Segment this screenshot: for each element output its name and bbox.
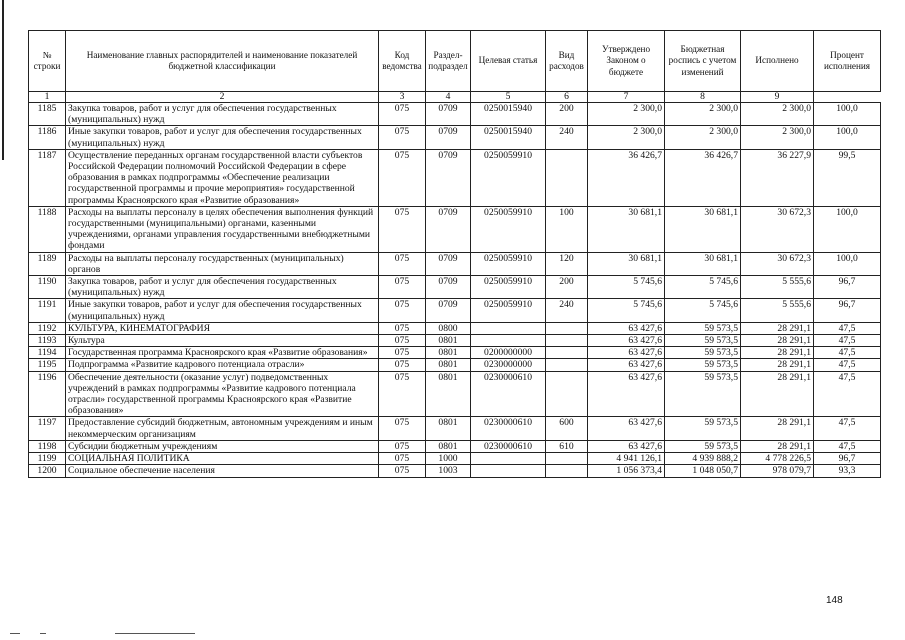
target-article xyxy=(471,453,546,465)
schedule-amount: 4 939 888,2 xyxy=(665,453,741,465)
row-number: 1193 xyxy=(29,335,66,347)
row-number: 1197 xyxy=(29,417,66,440)
row-number: 1191 xyxy=(29,299,66,322)
budget-execution-table xyxy=(28,30,881,478)
section-code: 0800 xyxy=(426,322,471,334)
row-number: 1190 xyxy=(29,276,66,299)
table-row xyxy=(29,126,881,149)
row-number: 1189 xyxy=(29,252,66,275)
header-department-code: Код ведомства xyxy=(379,31,426,92)
execution-percent: 47,5 xyxy=(814,322,881,334)
header-row-number: № строки xyxy=(29,31,66,92)
column-number: 6 xyxy=(546,92,588,103)
column-number: 4 xyxy=(426,92,471,103)
schedule-amount: 59 573,5 xyxy=(665,347,741,359)
table-row xyxy=(29,149,881,206)
row-number: 1199 xyxy=(29,453,66,465)
execution-percent: 47,5 xyxy=(814,359,881,371)
executed-amount: 30 672,3 xyxy=(741,206,814,252)
expense-type xyxy=(546,465,588,477)
department-code: 075 xyxy=(379,206,426,252)
execution-percent: 96,7 xyxy=(814,453,881,465)
row-number: 1187 xyxy=(29,149,66,206)
schedule-amount: 5 745,6 xyxy=(665,299,741,322)
table-row xyxy=(29,252,881,275)
executed-amount: 28 291,1 xyxy=(741,440,814,452)
expense-type xyxy=(546,322,588,334)
row-name: Закупка товаров, работ и услуг для обеспечения государственных (муниципальных) нужд xyxy=(66,276,379,299)
executed-amount: 36 227,9 xyxy=(741,149,814,206)
header-expense-type: Вид расходов xyxy=(546,31,588,92)
row-name: Социальное обеспечение населения xyxy=(66,465,379,477)
executed-amount: 28 291,1 xyxy=(741,335,814,347)
department-code: 075 xyxy=(379,252,426,275)
department-code: 075 xyxy=(379,371,426,417)
executed-amount: 2 300,0 xyxy=(741,103,814,126)
department-code: 075 xyxy=(379,440,426,452)
target-article: 0250015940 xyxy=(471,103,546,126)
approved-amount: 63 427,6 xyxy=(588,347,665,359)
expense-type: 600 xyxy=(546,417,588,440)
row-name: Подпрограмма «Развитие кадрового потенциала отрасли» xyxy=(66,359,379,371)
section-code: 0801 xyxy=(426,359,471,371)
executed-amount: 2 300,0 xyxy=(741,126,814,149)
header-executed: Исполнено xyxy=(741,31,814,92)
section-code: 0709 xyxy=(426,149,471,206)
row-name: КУЛЬТУРА, КИНЕМАТОГРАФИЯ xyxy=(66,322,379,334)
executed-amount: 30 672,3 xyxy=(741,252,814,275)
executed-amount: 5 555,6 xyxy=(741,299,814,322)
row-number: 1192 xyxy=(29,322,66,334)
target-article: 0250015940 xyxy=(471,126,546,149)
row-name: Обеспечение деятельности (оказание услуг) подведомственных учреждений в рамках подпрограммы «Развитие кадрового потенциала отрасли» государственной программы Красноярского края «Развитие образования» xyxy=(66,371,379,417)
approved-amount: 63 427,6 xyxy=(588,417,665,440)
expense-type: 610 xyxy=(546,440,588,452)
column-number: 2 xyxy=(66,92,379,103)
executed-amount: 5 555,6 xyxy=(741,276,814,299)
approved-amount: 63 427,6 xyxy=(588,335,665,347)
row-name: Субсидии бюджетным учреждениям xyxy=(66,440,379,452)
header-target-article: Целевая статья xyxy=(471,31,546,92)
schedule-amount: 36 426,7 xyxy=(665,149,741,206)
approved-amount: 36 426,7 xyxy=(588,149,665,206)
approved-amount: 63 427,6 xyxy=(588,371,665,417)
expense-type xyxy=(546,453,588,465)
table-row xyxy=(29,276,881,299)
approved-amount: 1 056 373,4 xyxy=(588,465,665,477)
row-name: Иные закупки товаров, работ и услуг для обеспечения государственных (муниципальных) нужд xyxy=(66,126,379,149)
table-row xyxy=(29,465,881,477)
execution-percent: 47,5 xyxy=(814,347,881,359)
header-name: Наименование главных распорядителей и наименование показателей бюджетной классификации xyxy=(66,31,379,92)
row-name: Иные закупки товаров, работ и услуг для обеспечения государственных (муниципальных) нужд xyxy=(66,299,379,322)
schedule-amount: 59 573,5 xyxy=(665,371,741,417)
executed-amount: 28 291,1 xyxy=(741,359,814,371)
approved-amount: 5 745,6 xyxy=(588,299,665,322)
row-number: 1188 xyxy=(29,206,66,252)
row-number: 1186 xyxy=(29,126,66,149)
target-article: 0230000000 xyxy=(471,359,546,371)
table-row xyxy=(29,453,881,465)
row-name: Расходы на выплаты персоналу государственных (муниципальных) органов xyxy=(66,252,379,275)
header-approved: Утверждено Законом о бюджете xyxy=(588,31,665,92)
department-code: 075 xyxy=(379,465,426,477)
execution-percent: 99,5 xyxy=(814,149,881,206)
execution-percent: 96,7 xyxy=(814,276,881,299)
row-number: 1198 xyxy=(29,440,66,452)
table-row xyxy=(29,103,881,126)
section-code: 0801 xyxy=(426,347,471,359)
approved-amount: 63 427,6 xyxy=(588,359,665,371)
target-article: 0230000610 xyxy=(471,417,546,440)
department-code: 075 xyxy=(379,347,426,359)
approved-amount: 5 745,6 xyxy=(588,276,665,299)
table-row xyxy=(29,347,881,359)
section-code: 0709 xyxy=(426,252,471,275)
expense-type: 100 xyxy=(546,206,588,252)
executed-amount: 28 291,1 xyxy=(741,371,814,417)
department-code: 075 xyxy=(379,335,426,347)
table-row xyxy=(29,206,881,252)
execution-percent: 47,5 xyxy=(814,440,881,452)
table-row xyxy=(29,299,881,322)
executed-amount: 4 778 226,5 xyxy=(741,453,814,465)
table-row xyxy=(29,335,881,347)
target-article: 0230000610 xyxy=(471,440,546,452)
expense-type xyxy=(546,335,588,347)
department-code: 075 xyxy=(379,322,426,334)
section-code: 0801 xyxy=(426,335,471,347)
expense-type: 240 xyxy=(546,126,588,149)
expense-type: 120 xyxy=(546,252,588,275)
section-code: 1000 xyxy=(426,453,471,465)
execution-percent: 100,0 xyxy=(814,206,881,252)
table-row xyxy=(29,371,881,417)
schedule-amount: 30 681,1 xyxy=(665,206,741,252)
schedule-amount: 59 573,5 xyxy=(665,417,741,440)
target-article: 0250059910 xyxy=(471,299,546,322)
row-name: Закупка товаров, работ и услуг для обеспечения государственных (муниципальных) нужд xyxy=(66,103,379,126)
expense-type xyxy=(546,149,588,206)
execution-percent: 100,0 xyxy=(814,252,881,275)
target-article: 0250059910 xyxy=(471,276,546,299)
row-name: СОЦИАЛЬНАЯ ПОЛИТИКА xyxy=(66,453,379,465)
schedule-amount: 59 573,5 xyxy=(665,322,741,334)
row-name: Осуществление переданных органам государственной власти субъектов Российской Федерации полномочий Российской Федерации в сфере образования в рамках подпрограммы «Обеспечение реализации государственной программы и прочие мероприятия» государственной программы Красноярского края «Развитие образования» xyxy=(66,149,379,206)
expense-type: 200 xyxy=(546,276,588,299)
bottom-scan-marks xyxy=(0,633,905,635)
target-article xyxy=(471,322,546,334)
table-row xyxy=(29,359,881,371)
expense-type xyxy=(546,371,588,417)
executed-amount: 28 291,1 xyxy=(741,347,814,359)
table-row xyxy=(29,417,881,440)
column-number: 9 xyxy=(741,92,814,103)
row-name: Государственная программа Красноярского края «Развитие образования» xyxy=(66,347,379,359)
department-code: 075 xyxy=(379,417,426,440)
department-code: 075 xyxy=(379,453,426,465)
schedule-amount: 2 300,0 xyxy=(665,126,741,149)
target-article: 0250059910 xyxy=(471,149,546,206)
column-number: 7 xyxy=(588,92,665,103)
schedule-amount: 30 681,1 xyxy=(665,252,741,275)
row-name: Расходы на выплаты персоналу в целях обеспечения выполнения функций государственными (муниципальными) органами, казенными учреждениями, органами управления государственными внебюджетными фондами xyxy=(66,206,379,252)
executed-amount: 978 079,7 xyxy=(741,465,814,477)
executed-amount: 28 291,1 xyxy=(741,417,814,440)
section-code: 0801 xyxy=(426,417,471,440)
approved-amount: 63 427,6 xyxy=(588,440,665,452)
row-number: 1200 xyxy=(29,465,66,477)
header-budget-schedule: Бюджетная роспись с учетом изменений xyxy=(665,31,741,92)
department-code: 075 xyxy=(379,126,426,149)
department-code: 075 xyxy=(379,276,426,299)
table-header-row xyxy=(29,31,881,92)
approved-amount: 2 300,0 xyxy=(588,126,665,149)
section-code: 0709 xyxy=(426,126,471,149)
page-number: 148 xyxy=(826,595,843,606)
execution-percent: 93,3 xyxy=(814,465,881,477)
schedule-amount: 5 745,6 xyxy=(665,276,741,299)
expense-type xyxy=(546,359,588,371)
table-row xyxy=(29,322,881,334)
row-name: Предоставление субсидий бюджетным, автономным учреждениям и иным некоммерческим организациям xyxy=(66,417,379,440)
approved-amount: 63 427,6 xyxy=(588,322,665,334)
column-number: 1 xyxy=(29,92,66,103)
column-number: 8 xyxy=(665,92,741,103)
department-code: 075 xyxy=(379,149,426,206)
execution-percent: 47,5 xyxy=(814,417,881,440)
execution-percent: 47,5 xyxy=(814,371,881,417)
row-name: Культура xyxy=(66,335,379,347)
schedule-amount: 59 573,5 xyxy=(665,359,741,371)
target-article: 0230000610 xyxy=(471,371,546,417)
row-number: 1185 xyxy=(29,103,66,126)
row-number: 1195 xyxy=(29,359,66,371)
section-code: 0709 xyxy=(426,103,471,126)
approved-amount: 30 681,1 xyxy=(588,252,665,275)
header-section: Раздел-подраздел xyxy=(426,31,471,92)
schedule-amount: 1 048 050,7 xyxy=(665,465,741,477)
schedule-amount: 59 573,5 xyxy=(665,335,741,347)
left-binding-rule xyxy=(2,0,4,160)
execution-percent: 100,0 xyxy=(814,103,881,126)
table-row xyxy=(29,440,881,452)
department-code: 075 xyxy=(379,299,426,322)
target-article xyxy=(471,335,546,347)
column-number: 5 xyxy=(471,92,546,103)
execution-percent: 100,0 xyxy=(814,126,881,149)
target-article: 0200000000 xyxy=(471,347,546,359)
target-article: 0250059910 xyxy=(471,206,546,252)
row-number: 1194 xyxy=(29,347,66,359)
column-number: 3 xyxy=(379,92,426,103)
department-code: 075 xyxy=(379,359,426,371)
header-percent: Процент исполнения xyxy=(814,31,881,92)
section-code: 0801 xyxy=(426,440,471,452)
target-article xyxy=(471,465,546,477)
expense-type xyxy=(546,347,588,359)
execution-percent: 96,7 xyxy=(814,299,881,322)
column-number-row xyxy=(29,92,881,103)
execution-percent: 47,5 xyxy=(814,335,881,347)
section-code: 1003 xyxy=(426,465,471,477)
approved-amount: 2 300,0 xyxy=(588,103,665,126)
executed-amount: 28 291,1 xyxy=(741,322,814,334)
schedule-amount: 59 573,5 xyxy=(665,440,741,452)
expense-type: 240 xyxy=(546,299,588,322)
section-code: 0801 xyxy=(426,371,471,417)
section-code: 0709 xyxy=(426,206,471,252)
section-code: 0709 xyxy=(426,276,471,299)
approved-amount: 30 681,1 xyxy=(588,206,665,252)
approved-amount: 4 941 126,1 xyxy=(588,453,665,465)
section-code: 0709 xyxy=(426,299,471,322)
department-code: 075 xyxy=(379,103,426,126)
target-article: 0250059910 xyxy=(471,252,546,275)
expense-type: 200 xyxy=(546,103,588,126)
row-number: 1196 xyxy=(29,371,66,417)
schedule-amount: 2 300,0 xyxy=(665,103,741,126)
